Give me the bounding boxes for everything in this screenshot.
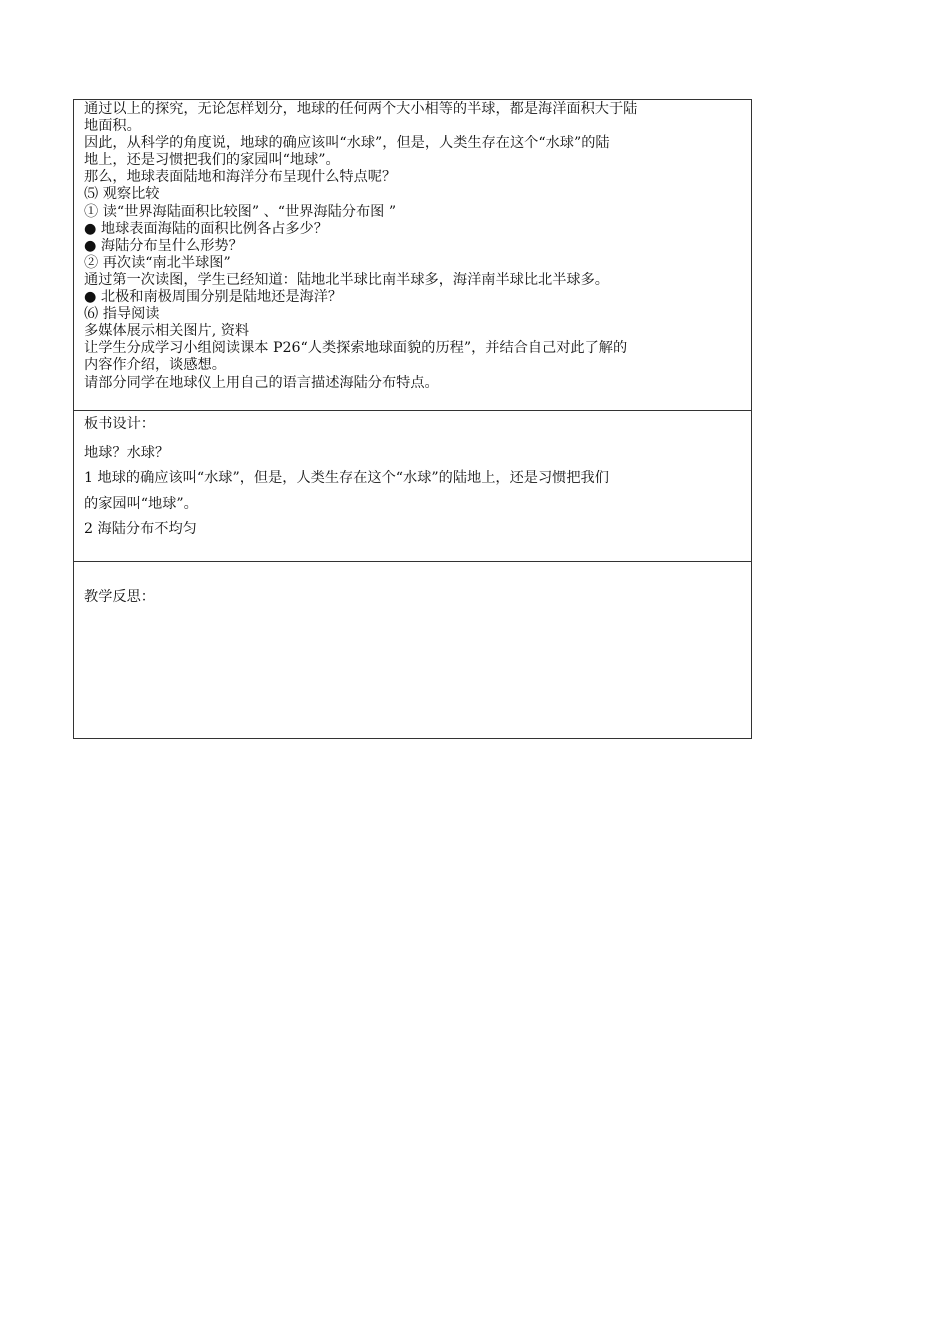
text-line: 地上，还是习惯把我们的家园叫“地球”。: [84, 152, 340, 169]
section-heading-observe: ⑸ 观察比较: [84, 186, 160, 203]
text-line: 地面积。: [84, 118, 141, 135]
text-line: 请部分同学在地球仪上用自己的语言描述海陆分布特点。: [84, 374, 439, 391]
text-line: 通过以上的探究，无论怎样划分，地球的任何两个大小相等的半球，都是海洋面积大于陆: [84, 101, 638, 117]
reflection-cell: [74, 562, 751, 738]
board-design-heading: 板书设计：: [84, 416, 155, 432]
text-line: 让学生分成学习小组阅读课本 P26“人类探索地球面貌的历程”，并结合自己对此了解的: [84, 340, 628, 357]
lesson-content-cell: [74, 100, 751, 411]
board-design-cell: [74, 411, 751, 562]
text-line: 那么，地球表面陆地和海洋分布呈现什么特点呢？: [84, 169, 397, 186]
bullet-item: ● 地球表面海陆的面积比例各占多少？: [84, 220, 328, 237]
bullet-item: ● 北极和南极周围分别是陆地还是海洋？: [84, 289, 343, 306]
text-line: 因此，从科学的角度说，地球的确应该叫“水球”，但是，人类生存在这个“水球”的陆: [84, 135, 610, 152]
text-line: 1 地球的确应该叫“水球”，但是，人类生存在这个“水球”的陆地上，还是习惯把我们: [84, 470, 609, 486]
text-line: 多媒体展示相关图片, 资料: [84, 323, 250, 340]
section-heading-reading: ⑹ 指导阅读: [84, 306, 160, 323]
reflection-heading: 教学反思：: [84, 589, 155, 605]
bullet-item: ● 海陆分布呈什么形势？: [84, 237, 243, 254]
text-line: ① 读“世界海陆面积比较图” 、“世界海陆分布图 ”: [84, 203, 397, 220]
text-line: 2 海陆分布不均匀: [84, 521, 197, 537]
text-line: 地球？水球？: [84, 444, 170, 461]
text-line: 通过第一次读图，学生已经知道：陆地北半球比南半球多，海洋南半球比北半球多。: [84, 271, 609, 288]
text-line: ② 再次读“南北半球图”: [84, 254, 231, 271]
lesson-table: [73, 99, 752, 739]
text-line: 的家园叫“地球”。: [84, 495, 198, 512]
text-line: 内容作介绍，谈感想。: [84, 357, 226, 374]
